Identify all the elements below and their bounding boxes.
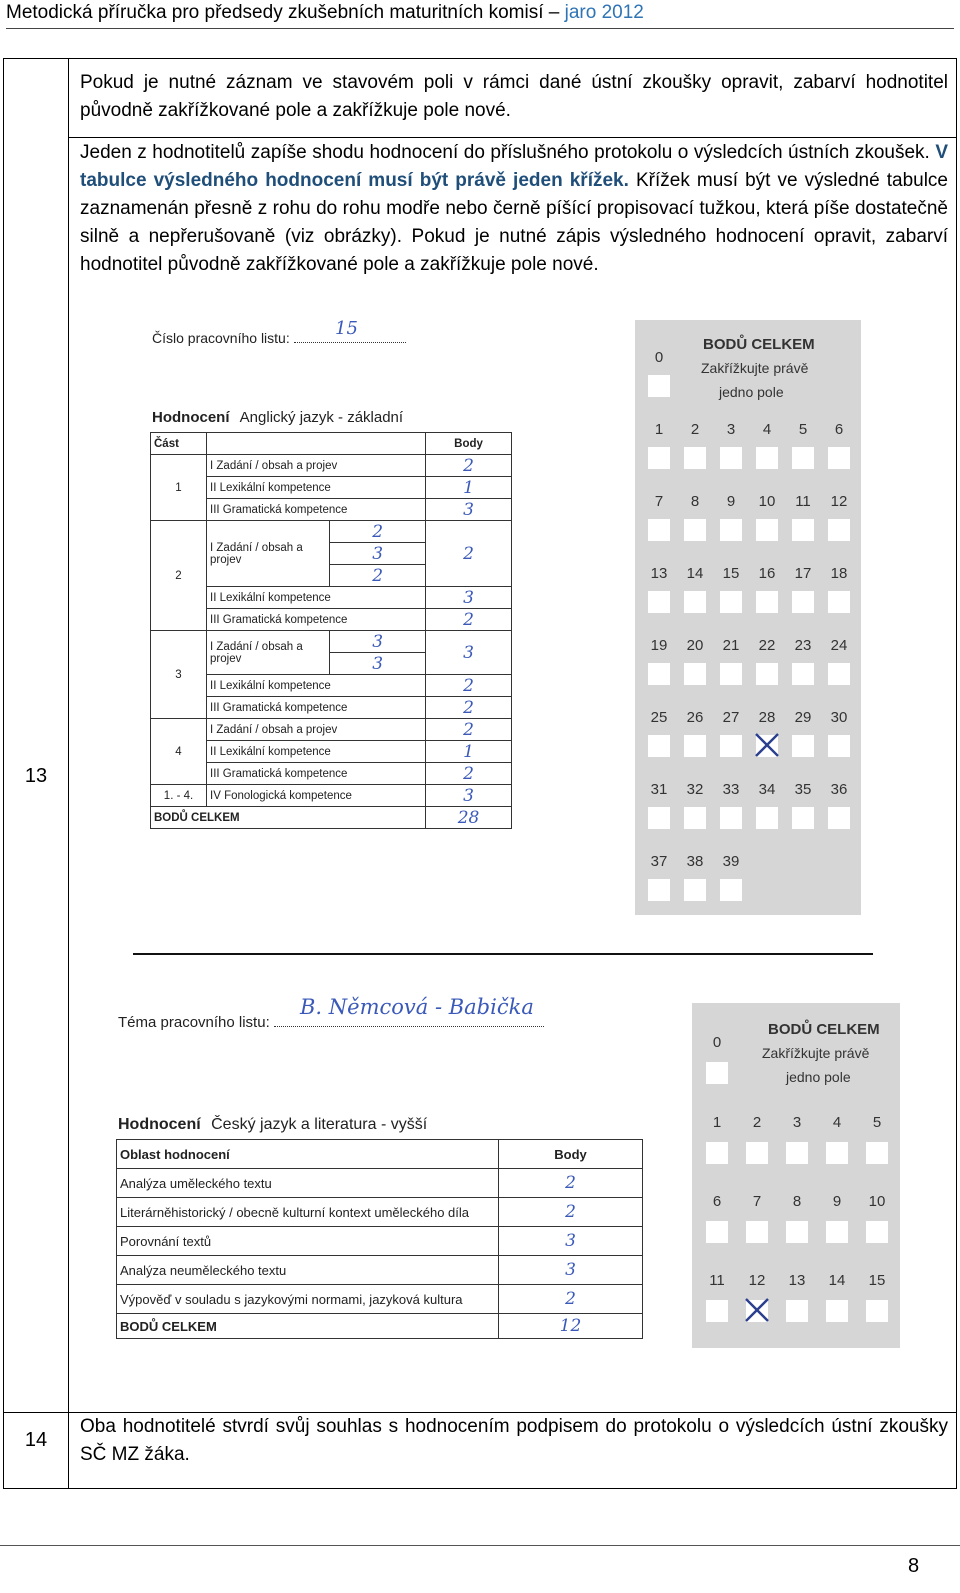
- area-row: Analýza neuměleckého textu: [117, 1256, 499, 1285]
- topic-label: Téma pracovního listu:: [118, 1014, 270, 1031]
- agreement-bold-text: V tabulce výsledného hodnocení musí být právě jeden křížek.: [80, 142, 949, 191]
- grid-title: BODŮ CELKEM: [768, 1021, 880, 1038]
- grid-number: 2: [752, 1114, 762, 1131]
- grid-checkbox: [648, 375, 670, 397]
- points-value: 2: [499, 1198, 643, 1227]
- points-value: 2: [426, 719, 512, 741]
- grid-number: 32: [686, 781, 704, 798]
- grid-checkbox: [648, 447, 670, 469]
- criterion: II Lexikální kompetence: [207, 587, 426, 609]
- grid-number: 33: [722, 781, 740, 798]
- grid-instruction: jedno pole: [786, 1069, 851, 1085]
- grid-checkbox: [706, 1142, 728, 1164]
- grid-checkbox: [866, 1142, 888, 1164]
- points-value: 3: [499, 1256, 643, 1285]
- part-2: 2: [151, 521, 207, 631]
- points-value: 2: [426, 697, 512, 719]
- grid-checkbox: [792, 447, 814, 469]
- grid-checkbox: [706, 1300, 728, 1322]
- grid-number: 5: [798, 421, 808, 438]
- grid-number: 28: [758, 709, 776, 726]
- evaluation-heading-cz: [118, 1116, 427, 1134]
- separator-line: [133, 953, 873, 955]
- grid-checkbox: [828, 591, 850, 613]
- evaluation-label: Hodnocení: [118, 1116, 201, 1133]
- grid-number: 4: [832, 1114, 842, 1131]
- criterion: I Zadání / obsah a projev: [207, 521, 330, 587]
- grid-checkbox: [720, 879, 742, 901]
- grid-number: 7: [752, 1193, 762, 1210]
- header-title: Metodická příručka pro předsedy zkušebních maturitních komisí –: [6, 2, 560, 23]
- grid-number: 18: [830, 565, 848, 582]
- sub-points: 2: [330, 565, 426, 587]
- col-header-criteria: [207, 433, 426, 455]
- grid-number: 14: [828, 1272, 846, 1289]
- grid-checkbox: [756, 447, 778, 469]
- grid-number: 10: [758, 493, 776, 510]
- points-value: 2: [426, 675, 512, 697]
- grid-number: 10: [868, 1193, 886, 1210]
- grid-number: 15: [722, 565, 740, 582]
- grid-instruction: Zakřížkujte právě: [701, 360, 809, 376]
- grid-number: 12: [830, 493, 848, 510]
- grid-checkbox: [648, 879, 670, 901]
- points-value: 3: [426, 785, 512, 807]
- grid-checkbox: [706, 1062, 728, 1084]
- page-number: 8: [908, 1555, 920, 1577]
- grid-number: 11: [795, 493, 811, 510]
- evaluation-heading-en: [152, 409, 403, 426]
- grid-checkbox: [648, 591, 670, 613]
- grid-number: 34: [758, 781, 776, 798]
- area-row: Porovnání textů: [117, 1227, 499, 1256]
- grid-checkbox: [826, 1142, 848, 1164]
- grid-number: 0: [654, 349, 664, 366]
- sub-points: 3: [330, 543, 426, 565]
- points-value: 2: [426, 763, 512, 785]
- paragraph-correction: Pokud je nutné záznam ve stavovém poli v rámci dané ústní zkoušky opravit, zabarví hodnotitel původně zakřížkované pole a zakřížkuje pole nové.: [80, 72, 948, 121]
- header-accent: jaro 2012: [564, 2, 644, 23]
- grid-checkbox: [706, 1221, 728, 1243]
- agreement-text-continued: Křížek musí být ve výsledné tabulce zaznamenán přesně z rohu do rohu modře nebo černě píšící propisovací tužkou, která píše dostatečně silně a nepřerušovaně (viz obrázky). Pokud je nutné zápis výsledného hodnocení opravit, zabarví hodnotitel původně zakřížkované pole a zakřížkuje pole nové.: [80, 170, 948, 275]
- grid-checkbox: [684, 519, 706, 541]
- grid-number: 9: [832, 1193, 842, 1210]
- points-value: 1: [426, 741, 512, 763]
- grid-checkbox: [828, 519, 850, 541]
- criterion: III Gramatická kompetence: [207, 499, 426, 521]
- grid-checkbox: [792, 591, 814, 613]
- area-row: Analýza uměleckého textu: [117, 1169, 499, 1198]
- document-header: [6, 0, 954, 29]
- grid-checkbox: [648, 519, 670, 541]
- grid-checkbox: [720, 663, 742, 685]
- footer-line: [0, 1545, 960, 1546]
- criterion: I Zadání / obsah a projev: [207, 455, 426, 477]
- points-value: 3: [426, 587, 512, 609]
- col-header-points: Body: [499, 1140, 643, 1169]
- grid-number: 39: [722, 853, 740, 870]
- grid-number: 31: [650, 781, 668, 798]
- grid-checkbox: [684, 735, 706, 757]
- grid-number: 20: [686, 637, 704, 654]
- grid-checkbox: [746, 1142, 768, 1164]
- points-value: 2: [426, 521, 512, 587]
- evaluation-label: Hodnocení: [152, 409, 230, 426]
- part-4: 4: [151, 719, 207, 785]
- grid-number: 36: [830, 781, 848, 798]
- grid-checkbox: [684, 591, 706, 613]
- total-label: BODŮ CELKEM: [151, 807, 426, 829]
- grid-checkbox: [756, 591, 778, 613]
- grid-checkbox: [756, 807, 778, 829]
- grid-checkbox: [866, 1300, 888, 1322]
- grid-checkbox: [786, 1221, 808, 1243]
- sub-points: 3: [330, 631, 426, 653]
- grid-number: 35: [794, 781, 812, 798]
- grid-checkbox: [684, 663, 706, 685]
- criterion: III Gramatická kompetence: [207, 763, 426, 785]
- grid-instruction: Zakřížkujte právě: [762, 1045, 870, 1061]
- part-1: 1: [151, 455, 207, 521]
- grid-title: BODŮ CELKEM: [703, 336, 815, 353]
- grid-number: 8: [792, 1193, 802, 1210]
- area-row: Výpověď v souladu s jazykovými normami, jazyková kultura: [117, 1285, 499, 1314]
- grid-number: 15: [868, 1272, 886, 1289]
- sheet-number-label: Číslo pracovního listu:: [152, 330, 290, 346]
- grid-number: 27: [722, 709, 740, 726]
- score-grid-en: [635, 320, 861, 915]
- col-header-points: Body: [426, 433, 512, 455]
- grid-checkbox: [826, 1221, 848, 1243]
- area-row: Literárněhistorický / obecně kulturní kontext uměleckého díla: [117, 1198, 499, 1227]
- grid-number: 24: [830, 637, 848, 654]
- grid-number: 30: [830, 709, 848, 726]
- grid-checkbox: [720, 807, 742, 829]
- grid-checkbox: [648, 735, 670, 757]
- score-grid-cz: [692, 1003, 900, 1348]
- grid-number: 13: [788, 1272, 806, 1289]
- grid-checkbox: [648, 807, 670, 829]
- paragraph-agreement: [80, 139, 948, 279]
- grid-checkbox: [720, 735, 742, 757]
- part-all: 1. - 4.: [151, 785, 207, 807]
- agreement-text: Jeden z hodnotitelů zapíše shodu hodnocení do příslušného protokolu o výsledcích ústních zkoušek.: [80, 142, 930, 163]
- grid-number: 12: [748, 1272, 766, 1289]
- grid-checkbox: [756, 663, 778, 685]
- evaluation-table-en: [150, 432, 512, 829]
- grid-number: 8: [690, 493, 700, 510]
- points-value: 2: [499, 1285, 643, 1314]
- grid-checkbox: [684, 807, 706, 829]
- grid-checkbox: [786, 1300, 808, 1322]
- total-value: 28: [426, 807, 512, 829]
- grid-number: 1: [712, 1114, 722, 1131]
- grid-number: 7: [654, 493, 664, 510]
- points-value: 3: [426, 631, 512, 675]
- grid-checkbox: [828, 735, 850, 757]
- sub-points: 3: [330, 653, 426, 675]
- grid-checkbox: [720, 519, 742, 541]
- criterion: II Lexikální kompetence: [207, 741, 426, 763]
- points-value: 2: [499, 1169, 643, 1198]
- grid-checkbox: [684, 447, 706, 469]
- grid-number: 19: [650, 637, 668, 654]
- grid-checkbox: [720, 591, 742, 613]
- sheet-number-value: 15: [335, 318, 358, 339]
- grid-checkbox: [828, 447, 850, 469]
- evaluation-table-cz: [116, 1139, 643, 1339]
- grid-number: 9: [726, 493, 736, 510]
- criterion: III Gramatická kompetence: [207, 697, 426, 719]
- topic-value: B. Němcová - Babička: [300, 995, 534, 1019]
- points-value: 3: [426, 499, 512, 521]
- grid-checkbox: [720, 447, 742, 469]
- grid-checkbox: [684, 879, 706, 901]
- points-value: 3: [499, 1227, 643, 1256]
- grid-checkbox: [792, 519, 814, 541]
- criterion: III Gramatická kompetence: [207, 609, 426, 631]
- criterion: II Lexikální kompetence: [207, 477, 426, 499]
- grid-number: 13: [650, 565, 668, 582]
- sub-points: 2: [330, 521, 426, 543]
- grid-number: 0: [712, 1034, 722, 1051]
- grid-number: 6: [712, 1193, 722, 1210]
- criterion: IV Fonologická kompetence: [207, 785, 426, 807]
- grid-number: 11: [709, 1272, 725, 1289]
- grid-number: 2: [690, 421, 700, 438]
- grid-number: 16: [758, 565, 776, 582]
- sheet-number-field: [152, 330, 406, 346]
- grid-number: 5: [872, 1114, 882, 1131]
- part-3: 3: [151, 631, 207, 719]
- grid-number: 1: [654, 421, 664, 438]
- grid-checkbox: [756, 519, 778, 541]
- grid-checkbox: [866, 1221, 888, 1243]
- grid-checkbox: [746, 1221, 768, 1243]
- subject-name: Český jazyk a literatura - vyšší: [211, 1116, 428, 1133]
- row-number-13: 13: [24, 765, 48, 787]
- grid-number: 6: [834, 421, 844, 438]
- grid-checkbox: [792, 807, 814, 829]
- grid-checkbox: [828, 807, 850, 829]
- grid-number: 14: [686, 565, 704, 582]
- criterion: II Lexikální kompetence: [207, 675, 426, 697]
- grid-instruction: jedno pole: [719, 384, 784, 400]
- points-value: 1: [426, 477, 512, 499]
- criterion: I Zadání / obsah a projev: [207, 719, 426, 741]
- criterion: I Zadání / obsah a projev: [207, 631, 330, 675]
- grid-number: 38: [686, 853, 704, 870]
- paragraph-signature: Oba hodnotitelé stvrdí svůj souhlas s hodnocením podpisem do protokolu o výsledcích ústní zkoušky SČ MZ žáka.: [80, 1416, 948, 1465]
- cross-mark: [754, 732, 780, 758]
- grid-checkbox: [792, 663, 814, 685]
- grid-number: 17: [794, 565, 812, 582]
- grid-number: 4: [762, 421, 772, 438]
- grid-number: 21: [722, 637, 740, 654]
- points-value: 2: [426, 609, 512, 631]
- col-header-area: Oblast hodnocení: [117, 1140, 499, 1169]
- col-header-part: Část: [151, 433, 207, 455]
- points-value: 2: [426, 455, 512, 477]
- grid-number: 3: [726, 421, 736, 438]
- row-number-14: 14: [24, 1429, 48, 1451]
- column-divider: [68, 59, 69, 1488]
- grid-number: 23: [794, 637, 812, 654]
- total-value: 12: [499, 1314, 643, 1339]
- grid-number: 3: [792, 1114, 802, 1131]
- cross-mark: [744, 1297, 770, 1323]
- grid-number: 22: [758, 637, 776, 654]
- total-label: BODŮ CELKEM: [117, 1314, 499, 1339]
- grid-checkbox: [828, 663, 850, 685]
- subject-name: Anglický jazyk - základní: [239, 409, 404, 426]
- grid-checkbox: [826, 1300, 848, 1322]
- grid-number: 26: [686, 709, 704, 726]
- grid-number: 25: [650, 709, 668, 726]
- grid-checkbox: [792, 735, 814, 757]
- row-divider: [68, 137, 956, 138]
- grid-number: 29: [794, 709, 812, 726]
- grid-checkbox: [786, 1142, 808, 1164]
- grid-number: 37: [650, 853, 668, 870]
- grid-checkbox: [648, 663, 670, 685]
